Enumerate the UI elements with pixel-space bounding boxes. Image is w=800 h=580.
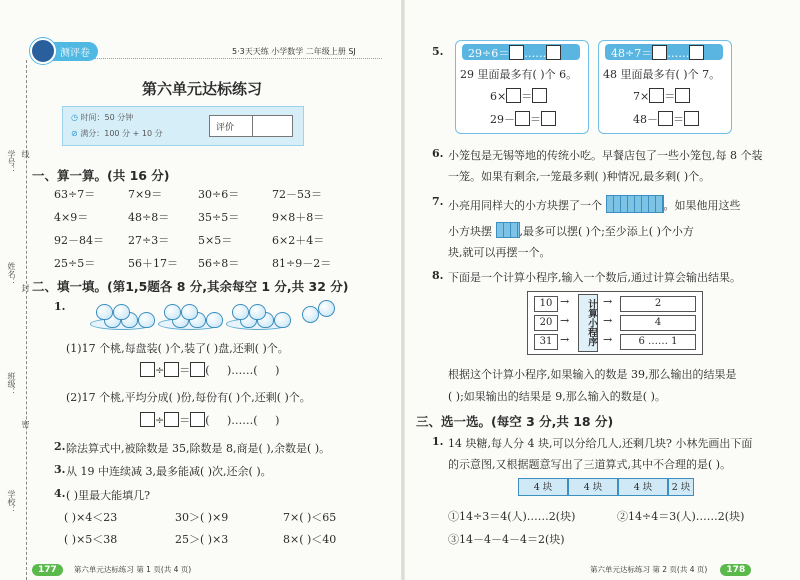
side-xuehao: 学号：	[7, 150, 16, 174]
sec1-problem: 56＋17＝	[128, 257, 178, 270]
peach-icon	[138, 312, 155, 328]
header-series: 5·3天天练 小学数学 二年级上册 SJ	[232, 47, 356, 56]
q7-text-a: 小亮用同样大的小方块摆了一个	[448, 199, 602, 212]
candy-bar-segment: 2 块	[668, 478, 694, 496]
q5a-box-b[interactable]	[532, 88, 547, 103]
side-xian: 线	[21, 150, 30, 158]
sec1-problem: 9×8＋8＝	[272, 211, 325, 224]
q5a-box-c[interactable]	[515, 111, 530, 126]
footer-right-text: 第六单元达标练习 第 2 页(共 4 页)	[590, 565, 708, 574]
q8-answer-2: ( );如果输出的结果是 9,那么输入的数是( )。	[448, 390, 666, 403]
peach-icon	[181, 304, 198, 320]
q5b-box-c[interactable]	[658, 111, 673, 126]
q8-text: 下面是一个计算小程序,输入一个数后,通过计算会输出结果。	[448, 271, 741, 284]
header-rule	[32, 58, 382, 59]
arrow-icon: →	[560, 295, 570, 308]
eval-divider	[252, 116, 253, 136]
q1a-box-1[interactable]	[140, 362, 155, 377]
q6-line2: 一笼。如果有剩余,一笼最多剩( )种情况,最多剩( )个。	[448, 170, 711, 183]
candy-bar-segment: 4 块	[618, 478, 668, 496]
q5b-top: 48÷7＝ ……	[611, 45, 704, 61]
q8-number: 8.	[432, 269, 444, 282]
sec1-problem: 27÷3＝	[128, 234, 170, 247]
q4-inequality: 7×( )＜65	[283, 511, 337, 524]
q5b-remainder[interactable]	[689, 45, 704, 60]
cube-small-icon	[496, 222, 520, 238]
q7-text-a2: 。如果他用这些	[663, 199, 741, 212]
peach-icon	[302, 306, 319, 323]
q5b-row1: 48 里面最多有( )个 7。	[603, 68, 721, 81]
page-number-right: 178	[720, 564, 751, 576]
q7-number: 7.	[432, 195, 444, 208]
peach-icon	[274, 312, 291, 328]
q6-number: 6.	[432, 147, 444, 160]
q5-number: 5.	[432, 45, 444, 58]
page-title: 第六单元达标练习	[142, 80, 263, 98]
q5a-header	[462, 44, 580, 60]
q1a-box-3[interactable]	[190, 362, 205, 377]
sec1-problem: 63÷7＝	[54, 188, 96, 201]
q4-inequality: ( )×4＜23	[64, 511, 118, 524]
sec1-problem: 92－84＝	[54, 234, 104, 247]
q2-number: 2.	[54, 440, 66, 453]
q5b-eq2: ＝	[673, 113, 684, 126]
info-box	[62, 106, 304, 146]
q1a-equation: ÷ ＝ ( )……( )	[140, 362, 279, 378]
peach-icon	[113, 304, 130, 320]
sec1-problem: 72－53＝	[272, 188, 322, 201]
q5b-row2	[633, 88, 690, 104]
machine-input: 10	[534, 296, 558, 312]
cube-row-icon	[606, 195, 664, 213]
q1b-box-2[interactable]	[164, 412, 179, 427]
q4-text: ( )里最大能填几?	[66, 489, 150, 502]
peach-icon	[164, 304, 181, 320]
header-badge: 测评卷	[38, 42, 98, 61]
q4-inequality: ( )×5＜38	[64, 533, 118, 546]
option-1[interactable]: ①14÷3＝4(人)……2(块)	[448, 510, 576, 523]
footer-right	[590, 557, 751, 576]
q7-line2	[448, 222, 694, 239]
sec1-problem: 35÷5＝	[198, 211, 240, 224]
q1a-box-2[interactable]	[164, 362, 179, 377]
q8-answer-1: 根据这个计算小程序,如果输入的数是 39,那么输出的结果是	[448, 368, 737, 381]
sec3-heading: 三、选一选。(每空 3 分,共 18 分)	[416, 414, 614, 429]
q5b-box-a[interactable]	[649, 88, 664, 103]
machine-output: 4	[620, 315, 696, 331]
sec1-problem: 7×9＝	[128, 188, 163, 201]
q1a-text: (1)17 个桃,每盘装( )个,装了( )盘,还剩( )个。	[66, 342, 289, 355]
q2-text: 除法算式中,被除数是 35,除数是 8,商是( ),余数是( )。	[66, 442, 331, 455]
option-2[interactable]: ②14÷4＝3(人)……2(块)	[617, 510, 745, 523]
machine-output: 6 …… 1	[620, 334, 696, 350]
arrow-icon: →	[603, 314, 613, 327]
candy-bar-segment: 4 块	[518, 478, 568, 496]
eval-label: 评价	[216, 123, 235, 133]
q3-text: 从 19 中连续减 3,最多能减( )次,还余( )。	[66, 465, 272, 478]
q5a-eq1: ＝	[521, 90, 533, 103]
q5b-card	[598, 40, 732, 134]
side-feng: 封	[21, 284, 30, 292]
sec2-heading: 二、填一填。(第1,5题各 8 分,其余每空 1 分,共 32 分)	[32, 279, 349, 294]
q5b-header	[605, 44, 723, 60]
op-eq: ＝	[179, 364, 191, 377]
q5b-box-b[interactable]	[675, 88, 690, 103]
side-xingming: 姓名：	[7, 262, 16, 286]
sec1-problem: 4×9＝	[54, 211, 89, 224]
sec1-problem: 56÷8＝	[198, 257, 240, 270]
side-banji: 班级：	[7, 372, 16, 396]
q5b-m1: 7×	[633, 90, 650, 103]
q7-text-b: 小方块摆	[448, 225, 492, 238]
peach-icon	[249, 304, 266, 320]
q5a-m2: 29－	[490, 113, 515, 126]
q4-inequality: 30＞( )×9	[175, 511, 229, 524]
op-div: ÷	[155, 414, 165, 427]
op-eq: ＝	[179, 414, 191, 427]
info-score: 满分：100 分 + 10 分	[80, 129, 163, 138]
side-xuexiao: 学校：	[7, 490, 16, 514]
sec1-problem: 25÷5＝	[54, 257, 96, 270]
sec1-heading: 一、算一算。(共 16 分)	[32, 168, 170, 183]
q1b-box-3[interactable]	[190, 412, 205, 427]
option-3[interactable]: ③14－4－4－4＝2(块)	[448, 533, 565, 546]
page-number-left: 177	[32, 564, 63, 576]
candy-bar-segment: 4 块	[568, 478, 618, 496]
peach-icon	[96, 304, 113, 320]
eval-box	[209, 115, 293, 137]
q5a-m1: 6×	[490, 90, 507, 103]
s1-line2: 的示意图,又根据题意写出了三道算式,其中不合理的是( )。	[448, 458, 732, 471]
q4-number: 4.	[54, 487, 66, 500]
q5a-eq2: ＝	[530, 113, 541, 126]
arrow-icon: →	[603, 295, 613, 308]
q7-line3: 块,就可以再摆一个。	[448, 246, 551, 259]
q5b-quotient[interactable]	[652, 45, 667, 60]
q1b-text: (2)17 个桃,平均分成( )份,每份有( )个,还剩( )个。	[66, 391, 311, 404]
q5a-row3	[490, 111, 556, 127]
q1b-equation: ÷ ＝ ( )……( )	[140, 412, 279, 428]
q5a-top: 29÷6＝ ……	[468, 45, 561, 61]
q5a-box-a[interactable]	[506, 88, 521, 103]
side-mi: 密	[21, 420, 30, 428]
q5a-card	[455, 40, 589, 134]
sec1-problem: 5×5＝	[198, 234, 233, 247]
footer-left	[32, 557, 191, 576]
score-icon: ⊘	[71, 129, 78, 138]
sec1-problem: 30÷6＝	[198, 188, 240, 201]
mascot-icon	[30, 38, 56, 64]
q1-number: 1.	[54, 300, 66, 313]
q5b-row3	[633, 111, 699, 127]
peach-icon	[318, 300, 335, 317]
machine-label: 计算小程序	[578, 294, 598, 352]
sec1-problem: 48÷8＝	[128, 211, 170, 224]
footer-left-text: 第六单元达标练习 第 1 页(共 4 页)	[73, 565, 192, 574]
binding-line	[26, 60, 27, 580]
q5a-remainder[interactable]	[546, 45, 561, 60]
q6-line1: 小笼包是无锡等地的传统小吃。早餐店包了一些小笼包,每 8 个装	[448, 149, 763, 162]
sec1-problem: 81÷9－2＝	[272, 257, 332, 270]
q7-line1	[448, 195, 741, 213]
s1-number: 1.	[432, 435, 444, 448]
q4-inequality: 25＞( )×3	[175, 533, 229, 546]
clock-icon: ◷	[71, 113, 78, 122]
q7-text-b2: ,最多可以摆( )个;至少添上( )个小方	[519, 225, 694, 238]
op-rem: ……	[231, 414, 254, 427]
q4-inequality: 8×( )＜40	[283, 533, 337, 546]
q5b-m2: 48－	[633, 113, 658, 126]
q1b-box-1[interactable]	[140, 412, 155, 427]
arrow-icon: →	[603, 333, 613, 346]
op-div: ÷	[155, 364, 165, 377]
info-time: 时间：50 分钟	[80, 113, 134, 122]
q5b-eq1: ＝	[664, 90, 676, 103]
q5a-top-text: 29÷6＝	[468, 47, 510, 60]
arrow-icon: →	[560, 314, 570, 327]
q3-number: 3.	[54, 463, 66, 476]
arrow-icon: →	[560, 333, 570, 346]
q5a-row2	[490, 88, 547, 104]
peach-icon	[232, 304, 249, 320]
page-fold	[401, 0, 405, 580]
machine-input: 20	[534, 315, 558, 331]
sec1-problem: 6×2＋4＝	[272, 234, 325, 247]
calc-machine	[527, 291, 703, 355]
q5a-box-d[interactable]	[541, 111, 556, 126]
q5a-quotient[interactable]	[509, 45, 524, 60]
op-rem: ……	[231, 364, 254, 377]
q5b-box-d[interactable]	[684, 111, 699, 126]
q5a-row1: 29 里面最多有( )个 6。	[460, 68, 578, 81]
machine-input: 31	[534, 334, 558, 350]
s1-line1: 14 块糖,每人分 4 块,可以分给几人,还剩几块? 小林先画出下面	[448, 437, 753, 450]
peach-icon	[206, 312, 223, 328]
q5b-top-text: 48÷7＝	[611, 47, 653, 60]
machine-output: 2	[620, 296, 696, 312]
